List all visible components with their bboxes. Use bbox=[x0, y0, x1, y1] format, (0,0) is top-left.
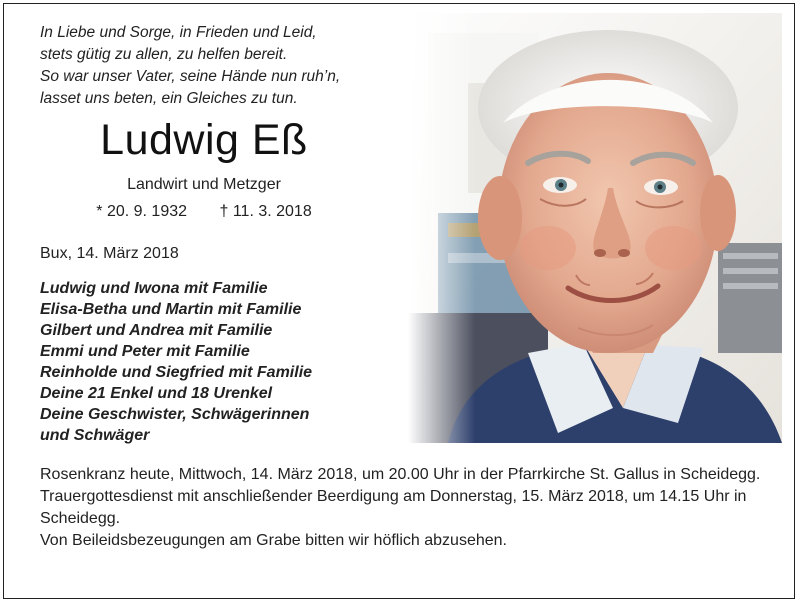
poem-line: So war unser Vater, seine Hände nun ruh’n, bbox=[40, 68, 341, 85]
mourner-line: und Schwäger bbox=[40, 427, 150, 444]
poem-line: stets gütig zu allen, zu helfen bereit. bbox=[40, 46, 288, 63]
death-date: † 11. 3. 2018 bbox=[219, 203, 312, 220]
mourner-line: Emmi und Peter mit Familie bbox=[40, 343, 250, 360]
deceased-profession: Landwirt und Metzger bbox=[127, 176, 281, 193]
life-dates bbox=[0, 203, 408, 221]
notice-funeral: Trauergottesdienst mit anschließender Beerdigung am Donnerstag, 15. März 2018, um 14.15 Uhr in Scheidegg. bbox=[40, 488, 747, 527]
mourner-line: Elisa-Betha und Martin mit Familie bbox=[40, 301, 302, 318]
place-and-date: Bux, 14. März 2018 bbox=[40, 245, 179, 262]
poem-line: In Liebe und Sorge, in Frieden und Leid, bbox=[40, 24, 317, 41]
notice-condolences: Von Beileidsbezeugungen am Grabe bitten wir höflich abzusehen. bbox=[40, 532, 507, 549]
portrait-photo bbox=[408, 13, 782, 443]
poem-line: lasset uns beten, ein Gleiches zu tun. bbox=[40, 90, 298, 107]
mourner-line: Reinholde und Siegfried mit Familie bbox=[40, 364, 313, 381]
notices bbox=[40, 464, 770, 552]
mourner-line: Deine Geschwister, Schwägerinnen bbox=[40, 406, 310, 423]
mourner-line: Ludwig und Iwona mit Familie bbox=[40, 280, 268, 297]
mourner-line: Deine 21 Enkel und 18 Urenkel bbox=[40, 385, 273, 402]
birth-date: * 20. 9. 1932 bbox=[96, 203, 188, 220]
mourner-line: Gilbert und Andrea mit Familie bbox=[40, 322, 273, 339]
deceased-name: Ludwig Eß bbox=[100, 116, 308, 164]
poem bbox=[40, 22, 340, 110]
mourners-list bbox=[40, 278, 312, 446]
notice-rosary: Rosenkranz heute, Mittwoch, 14. März 2018, um 20.00 Uhr in der Pfarrkirche St. Gallus in Scheidegg. bbox=[40, 466, 761, 483]
